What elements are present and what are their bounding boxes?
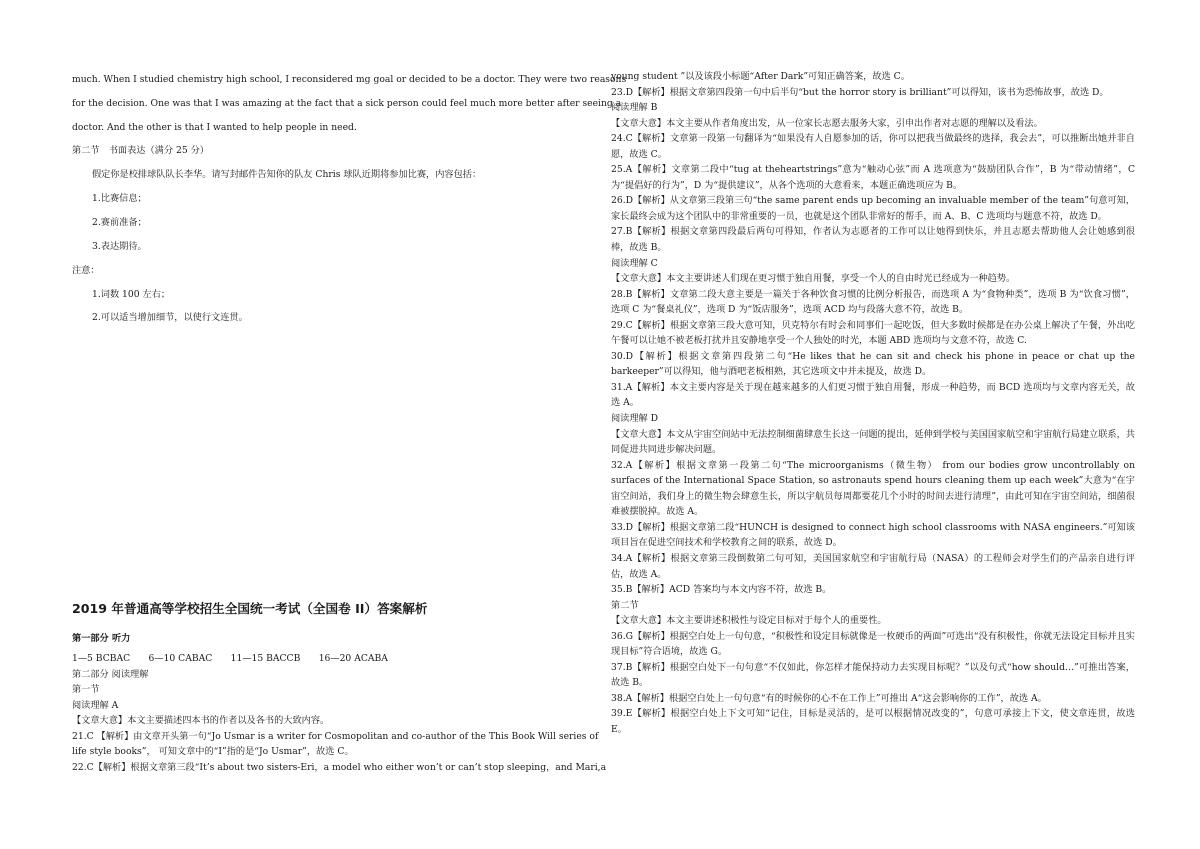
answer-para: 24.C【解析】文章第一段第一句翻译为“如果没有人自愿参加的话，你可以把我当做最终的选择，我会去”，可以推断出她并非自愿，故选 C。 (611, 133, 1135, 160)
section-label: 阅读理解 D (611, 413, 659, 425)
q21-line-1: 21.C 【解析】由文章开头第一句“Jo Usmar is a writer for Cosmopolitan and co-author of the This Book Will series of (72, 731, 599, 742)
reading-a-label: 阅读理解 A (72, 700, 119, 711)
summary-para: 【文章大意】本文从宇宙空间站中无法控制细菌肆意生长这一问题的提出，延伸到学校与美国国家航空和宇宙航行局建立联系，共同促进共同进步解决问题。 (611, 428, 1135, 456)
listening-answers: 1—5 BCBAC 6—10 CABAC 11—15 BACCB 16—20 ACABA (72, 653, 388, 664)
notes-heading: 注意： (72, 265, 100, 276)
summary-para: 【文章大意】本文主要从作者角度出发，从一位家长志愿去服务大家，引申出作者对志愿的理解以及看法。 (611, 117, 1043, 129)
note-1: 1.词数 100 左右； (92, 289, 171, 300)
answer-para: 32.A【解析】根据文章第一段第二句“The microorganisms（微生物） from our bodies grow uncontrollably on surfaces of the International Space Station, so astronauts spend hours cleaning them up each week”大意为“在宇宙空间站，我们身上的微生物会肆意生长，所以宇航员每周都要花几个小时的时间去进行清理”，由此可知在宇宙空间站，细菌很难被摆脱掉。故选 A。 (611, 459, 1135, 518)
answer-para: 31.A【解析】本文主要内容是关于现在越来越多的人们更习惯于独自用餐，形成一种趋势，而 BCD 选项均与文章内容无关，故选 A。 (611, 381, 1135, 409)
answer-para: 34.A【解析】根据文章第三段倒数第二句可知，美国国家航空和宇宙航行局（NASA）的工程师会对学生们的产品亲自进行评估，故选 A。 (611, 552, 1135, 580)
answer-para: 39.E【解析】根据空白处上下文可知“记住，目标是灵活的，是可以根据情况改变的”，句意可承接上下文，使文章连贯，故选 E。 (611, 708, 1135, 735)
answer-para: 35.B【解析】ACD 答案均与本文内容不符，故选 B。 (611, 584, 832, 596)
section-label: 第二节 (611, 599, 639, 611)
right-column (611, 69, 1135, 738)
q21-line-2: life style books”， 可知文章中的“I”指的是“Jo Usmar”，故选 C。 (72, 746, 354, 757)
answer-para: 36.G【解析】根据空白处上一句句意，“积极性和设定目标就像是一枚硬币的两面”可选出“没有积极性，你就无法设定目标并且实现目标”符合语境，故选 G。 (611, 630, 1135, 658)
note-2: 2.可以适当增加细节，以使行文连贯。 (92, 312, 248, 323)
writing-prompt: 假定你是校排球队队长李华。请写封邮件告知你的队友 Chris 球队近期将参加比赛，内容包括： (92, 169, 482, 180)
section-label: 阅读理解 C (611, 257, 658, 269)
answer-para: 28.B【解析】文章第二段大意主要是一篇关于各种饮食习惯的比例分析报告，而选项 A 为“食物种类”，选项 B 为“饮食习惯”，选项 C 为“餐桌礼仪”，选项 D 为“饭店服务”，选项 ACD 均与段落大意不符，故选 B。 (611, 288, 1135, 316)
answer-para: 33.D【解析】根据文章第二段“HUNCH is designed to connect high school classrooms with NASA engineers.”可知该项目旨在促进空间技术和学校教育之间的联系，故选 D。 (611, 521, 1135, 549)
essay-line-1: much. When I studied chemistry high school, I reconsidered mg goal or decided to be a doctor. They were two reasons (72, 74, 627, 85)
answer-para: 29.C【解析】根据文章第三段大意可知，贝克特尔有时会和同事们一起吃饭，但大多数时候都是在办公桌上解决了午餐，外出吃午餐可以让她不被老板打扰并且安静地享受一个人独处的时光，本题 ABD 选项均与文意不符，故选 C. (611, 319, 1135, 347)
answer-para: young student ”以及该段小标题“After Dark”可知正确答案，故选 C。 (611, 71, 910, 82)
summary-para: 【文章大意】本文主要讲述人们现在更习惯于独自用餐，享受一个人的自由时光已经成为一种趋势。 (611, 273, 1016, 285)
essay-line-2: for the decision. One was that I was amazing at the fact that a sick person could feel much more better after seeing a (72, 98, 622, 109)
content-item-3: 3.表达期待。 (92, 241, 147, 252)
answer-para: 30.D【解析】根据文章第四段第二句“He likes that he can sit and check his phone in peace or chat up the barkeeper”可以得知，他与酒吧老板相熟，其它选项文中并未提及，故选 D。 (611, 350, 1135, 378)
writing-section-heading: 第二节 书面表达（满分 25 分） (72, 145, 209, 156)
answer-para: 25.A【解析】文章第二段中“tug at theheartstrings”意为“触动心弦”而 A 选项意为“鼓励团队合作”，B 为“带动情绪”，C 为“提倡好的行为”，D 为“提供建议”，从各个选项的大意看来，本题正确选项应为 B。 (611, 164, 1135, 191)
answer-para: 26.D【解析】从文章第三段第三句“the same parent ends up becoming an invaluable member of the team”句意可知，家长最终会成为这个团队中的非常重要的一员，也就是这个团队非常好的帮手，而 A、B、C 选项均与题意不符，故选 D。 (611, 195, 1135, 222)
essay-line-3: doctor. And the other is that I wanted to help people in need. (72, 122, 357, 133)
answer-para: 23.D【解析】根据文章第四段第一句中后半句“but the horror story is brilliant”可以得知，该书为恐怖故事，故选 D。 (611, 86, 1109, 98)
summary-para: 【文章大意】本文主要讲述积极性与设定目标对于每个人的重要性。 (611, 615, 887, 627)
section-label: 阅读理解 B (611, 102, 658, 114)
q22-line-1: 22.C【解析】根据文章第三段“It’s about two sisters-Eri，a model who either won’t or can’t stop sleeping，and Mari,a (72, 762, 607, 773)
exam-title: 2019 年普通高等学校招生全国统一考试（全国卷 II）答案解析 (72, 601, 428, 616)
section1-label: 第一节 (72, 684, 100, 695)
answer-para: 38.A【解析】根据空白处上一句句意“有的时候你的心不在工作上”可推出 A“这会影响你的工作”，故选 A。 (611, 692, 1047, 704)
content-item-1: 1.比赛信息； (92, 193, 147, 204)
summary-a: 【文章大意】本文主要描述四本书的作者以及各书的大致内容。 (72, 715, 330, 726)
answer-para: 37.B【解析】根据空白处下一句句意“不仅如此，你怎样才能保持动力去实现目标呢？”以及句式“how should…”可推出答案，故选 B。 (611, 661, 1135, 689)
part1-title: 第一部分 听力 (72, 633, 131, 644)
answer-para: 27.B【解析】根据文章第四段最后两句可得知，作者认为志愿者的工作可以让她得到快乐，并且志愿去帮助他人会让她感到很棒，故选 B。 (611, 226, 1135, 254)
part2-title: 第二部分 阅读理解 (72, 669, 149, 680)
content-item-2: 2.赛前准备； (92, 217, 147, 228)
